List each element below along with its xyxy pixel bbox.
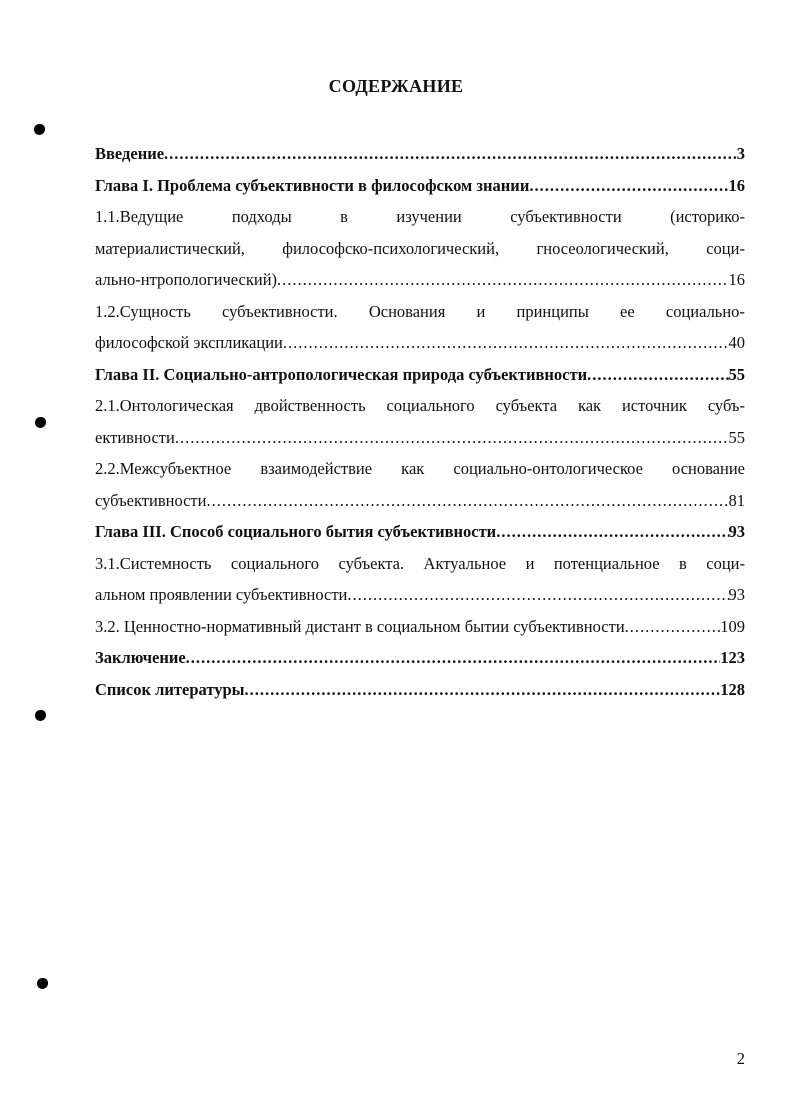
- word: 2.2.Межсубъектное: [95, 459, 232, 478]
- toc-page-number: 3: [736, 144, 745, 163]
- toc-entry-line: [95, 579, 745, 611]
- word: (историко-: [670, 207, 745, 226]
- word: источник: [621, 396, 687, 415]
- margin-mark: [34, 124, 45, 135]
- margin-mark: [35, 710, 46, 721]
- toc-entry-text: Список литературы: [95, 679, 245, 699]
- toc-entry-line: [95, 485, 745, 517]
- word: субъекта.: [338, 553, 405, 573]
- toc-entry-section-1-1[interactable]: [95, 201, 745, 296]
- word: философско-психологический,: [282, 238, 500, 258]
- word: в: [679, 553, 687, 573]
- leader-dots: [175, 422, 729, 454]
- toc-entry-text: субъективности: [95, 490, 207, 510]
- word: основание: [672, 459, 745, 478]
- word: субъективности.: [222, 301, 338, 321]
- word: социального: [230, 553, 320, 573]
- toc-entry-section-2-2[interactable]: [95, 453, 745, 516]
- toc-entry-section-3-2[interactable]: [95, 611, 745, 643]
- toc-entry-section-3-1[interactable]: [95, 548, 745, 611]
- toc-page-number: 93: [728, 522, 745, 541]
- toc-entry-section-2-1[interactable]: [95, 390, 745, 453]
- word: гносеологический,: [536, 238, 669, 258]
- page-number: 2: [736, 1049, 745, 1068]
- word: социально-онтологическое: [453, 459, 643, 478]
- toc-entry-conclusion[interactable]: [95, 642, 745, 674]
- toc-entry-text: Заключение: [95, 648, 186, 667]
- leader-dots: [347, 579, 728, 611]
- toc-entry-chapter-1[interactable]: [95, 170, 745, 202]
- word: соци-: [706, 238, 745, 258]
- toc-entry-line: [95, 327, 745, 359]
- word: двойственность: [254, 396, 366, 415]
- word: материалистический,: [95, 238, 245, 258]
- toc-entry-line: [95, 453, 745, 485]
- word: и: [525, 553, 535, 573]
- toc-page-number: 93: [728, 585, 745, 604]
- word: 1.2.Сущность: [95, 301, 191, 321]
- word: принципы: [516, 301, 589, 321]
- leader-dots: [625, 611, 721, 643]
- leader-dots: [529, 170, 728, 202]
- word: как: [401, 459, 425, 478]
- word: и: [476, 301, 486, 321]
- toc-entry-introduction[interactable]: [95, 138, 745, 170]
- toc-entry-line: [95, 233, 745, 265]
- word: 2.1.Онтологическая: [95, 396, 234, 415]
- margin-mark: [37, 978, 48, 989]
- leader-dots: [164, 138, 737, 170]
- toc-entry-chapter-2[interactable]: [95, 359, 745, 391]
- toc-page-number: 55: [728, 364, 745, 384]
- toc-page-number: 16: [728, 175, 745, 195]
- toc-entry-text: ективности: [95, 427, 175, 447]
- word: ее: [620, 301, 635, 321]
- toc-entry-section-1-2[interactable]: [95, 296, 745, 359]
- word: в: [340, 207, 348, 226]
- toc-entry-text: ально-нтропологический): [95, 270, 278, 289]
- toc-page-number: 55: [728, 427, 745, 447]
- word: социального: [386, 396, 475, 415]
- toc-entry-text: Глава III. Способ социального бытия субъективности: [95, 522, 497, 541]
- toc-page-number: 16: [728, 270, 745, 289]
- toc-entry-text: Введение: [95, 144, 165, 163]
- toc-page-number: 40: [728, 333, 745, 352]
- toc-page-number: 109: [720, 616, 745, 636]
- toc-entry-line: [95, 201, 745, 233]
- word: субъ-: [707, 396, 745, 415]
- toc-entry-text: Глава II. Социально-антропологическая природа субъективности: [95, 364, 588, 384]
- word: взаимодействие: [260, 459, 373, 478]
- toc-entry-line: [95, 264, 745, 296]
- leader-dots: [206, 485, 728, 517]
- margin-mark: [35, 417, 46, 428]
- word: 3.1.Системность: [95, 553, 212, 573]
- toc-page-number: 128: [720, 679, 745, 699]
- word: субъективности: [510, 207, 622, 226]
- word: субъекта: [495, 396, 558, 415]
- word: социально-: [665, 301, 745, 321]
- leader-dots: [277, 264, 728, 296]
- toc-entry-text: философской экспликации: [95, 333, 283, 352]
- word: 1.1.Ведущие: [95, 207, 184, 226]
- word: как: [577, 396, 602, 415]
- leader-dots: [186, 642, 721, 674]
- toc-entry-line: [95, 422, 745, 454]
- leader-dots: [587, 359, 728, 391]
- toc-entry-line: [95, 548, 745, 580]
- toc-entry-references[interactable]: [95, 674, 745, 706]
- leader-dots: [283, 327, 729, 359]
- toc-entry-text: альном проявлении субъективности: [95, 585, 348, 604]
- word: Основания: [368, 301, 446, 321]
- toc-page-number: 81: [728, 490, 745, 510]
- leader-dots: [496, 516, 728, 548]
- toc-entry-text: 3.2. Ценностно-нормативный дистант в социальном бытии субъективности: [95, 616, 625, 636]
- toc-entry-text: Глава I. Проблема субъективности в философском знании: [95, 175, 530, 195]
- word: Актуальное: [423, 553, 507, 573]
- toc-entry-line: [95, 296, 745, 328]
- toc-page-number: 123: [720, 648, 745, 667]
- leader-dots: [245, 674, 721, 706]
- word: потенциальное: [553, 553, 660, 573]
- toc-entry-chapter-3[interactable]: [95, 516, 745, 548]
- word: соци-: [706, 553, 745, 573]
- word: подходы: [231, 207, 292, 226]
- page-title: СОДЕРЖАНИЕ: [328, 76, 464, 96]
- word: изучении: [396, 207, 462, 226]
- table-of-contents: [95, 138, 745, 705]
- toc-entry-line: [95, 390, 745, 422]
